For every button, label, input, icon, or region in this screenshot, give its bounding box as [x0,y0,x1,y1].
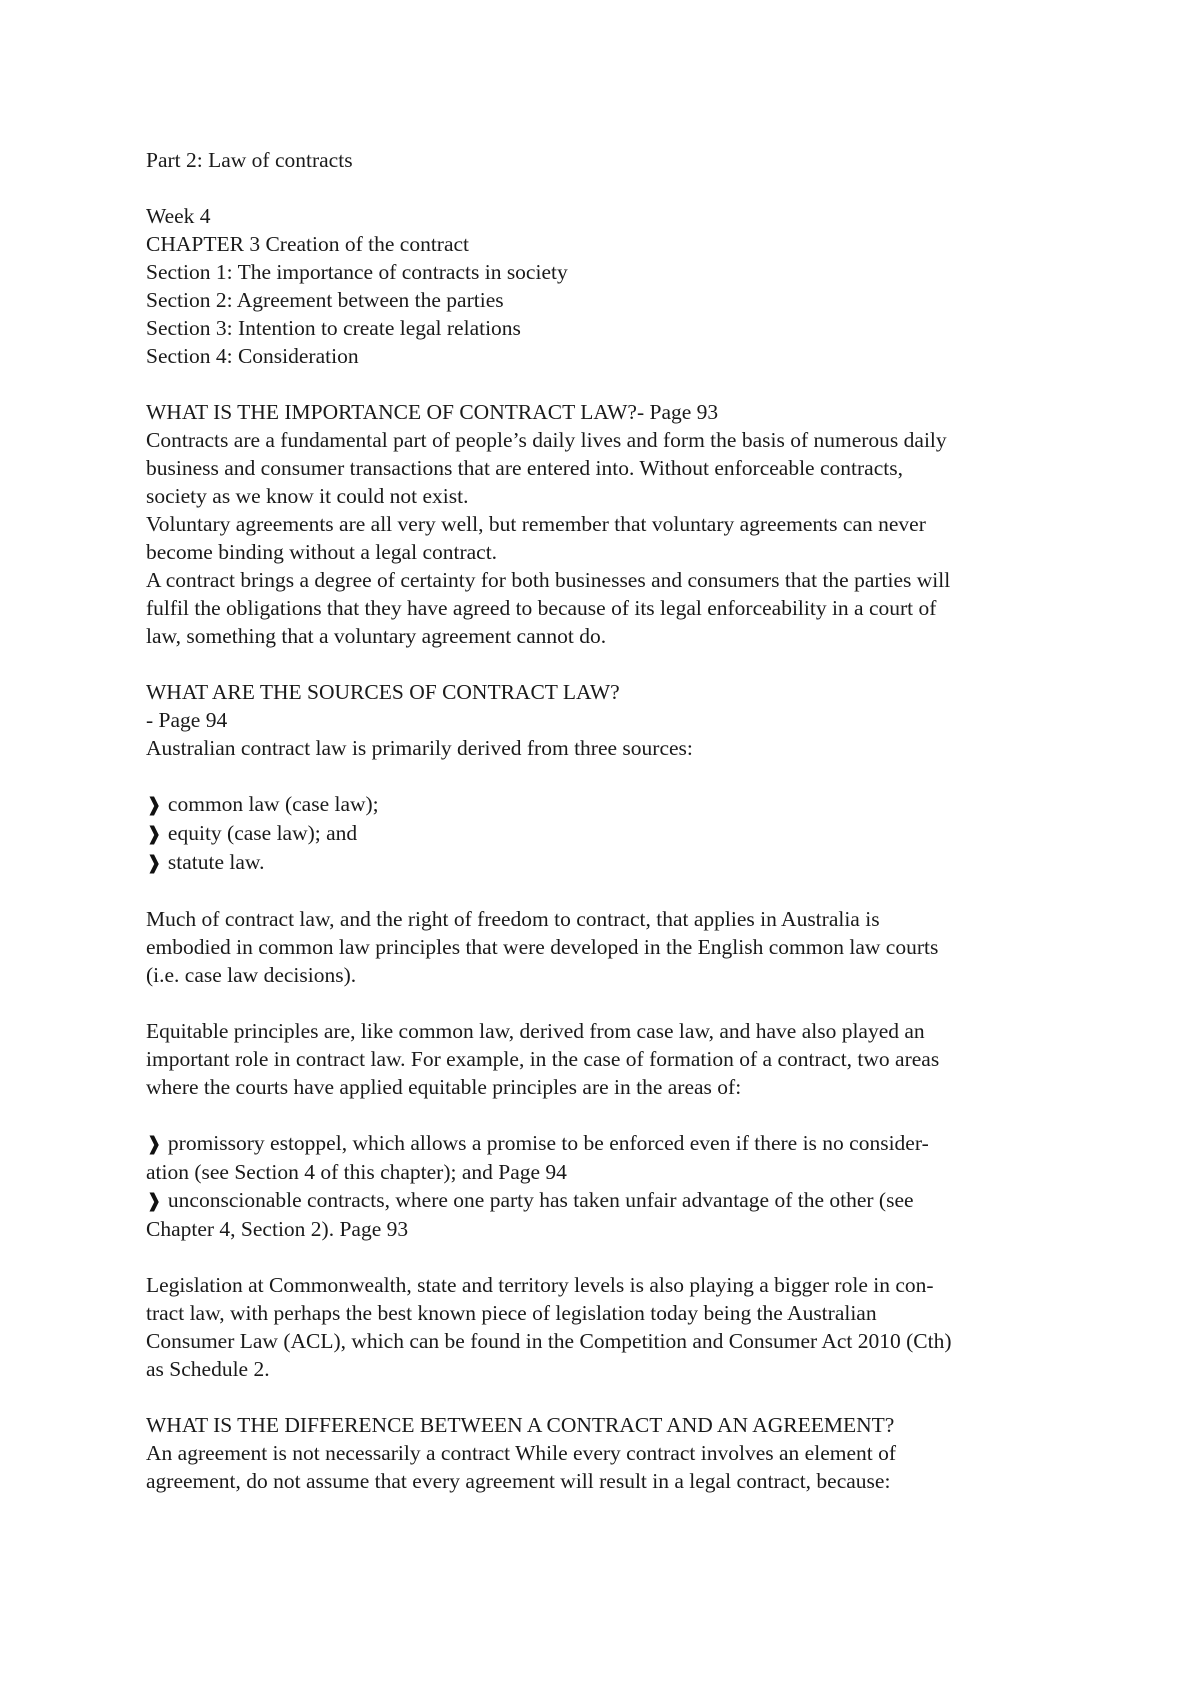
spacer [146,762,1086,790]
spacer [146,1243,1086,1271]
list-item [146,1186,1086,1215]
bullet-chevron-icon: ❱ [146,1190,162,1212]
spacer [146,370,1086,398]
importance-line: law, something that a voluntary agreement cannot do. [146,624,607,648]
spacer [146,877,1086,905]
importance-line: A contract brings a degree of certainty for both businesses and consumers that the parties will [146,568,951,592]
list-item [146,1129,1086,1158]
week-label: Week 4 [146,204,211,228]
list-item-continuation: ation (see Section 4 of this chapter); and Page 94 [146,1160,567,1184]
list-item-text: promissory estoppel, which allows a promise to be enforced even if there is no consider- [167,1131,929,1155]
difference-heading: WHAT IS THE DIFFERENCE BETWEEN A CONTRACT AND AN AGREEMENT? [146,1413,895,1437]
importance-line: fulfil the obligations that they have agreed to because of its legal enforceability in a court of [146,596,937,620]
common-law-line: (i.e. case law decisions). [146,963,357,987]
spacer [146,650,1086,678]
difference-line: An agreement is not necessarily a contract While every contract involves an element of [146,1441,897,1465]
common-law-line: Much of contract law, and the right of freedom to contract, that applies in Australia is [146,907,880,931]
bullet-chevron-icon: ❱ [146,852,162,874]
importance-heading: WHAT IS THE IMPORTANCE OF CONTRACT LAW?- Page 93 [146,400,719,424]
importance-line: society as we know it could not exist. [146,484,469,508]
importance-line: Voluntary agreements are all very well, but remember that voluntary agreements can never [146,512,926,536]
legislation-line: Legislation at Commonwealth, state and territory levels is also playing a bigger role in con- [146,1273,934,1297]
section-item: Section 4: Consideration [146,344,359,368]
list-item-text: unconscionable contracts, where one party has taken unfair advantage of the other (see [167,1188,914,1212]
bullet-chevron-icon: ❱ [146,1133,162,1155]
importance-line: Contracts are a fundamental part of people’s daily lives and form the basis of numerous daily [146,428,947,452]
legislation-line: tract law, with perhaps the best known piece of legislation today being the Australian [146,1301,877,1325]
spacer [146,1383,1086,1411]
difference-line: agreement, do not assume that every agreement will result in a legal contract, because: [146,1469,891,1493]
chapter-heading: CHAPTER 3 Creation of the contract [146,232,470,256]
spacer [146,1101,1086,1129]
document-title: Part 2: Law of contracts [146,148,353,172]
list-item [146,790,1086,819]
list-item-text: common law (case law); [167,792,379,816]
section-item: Section 3: Intention to create legal relations [146,316,521,340]
section-item: Section 1: The importance of contracts in society [146,260,568,284]
document-body [146,146,1086,1495]
bullet-chevron-icon: ❱ [146,823,162,845]
sources-page-ref: - Page 94 [146,708,228,732]
equity-line: where the courts have applied equitable principles are in the areas of: [146,1075,742,1099]
equity-line: Equitable principles are, like common law, derived from case law, and have also played an [146,1019,925,1043]
sources-heading: WHAT ARE THE SOURCES OF CONTRACT LAW? [146,680,620,704]
list-item-continuation: Chapter 4, Section 2). Page 93 [146,1217,409,1241]
spacer [146,174,1086,202]
bullet-chevron-icon: ❱ [146,794,162,816]
importance-line: business and consumer transactions that are entered into. Without enforceable contracts, [146,456,903,480]
spacer [146,989,1086,1017]
sources-intro: Australian contract law is primarily derived from three sources: [146,736,693,760]
equity-line: important role in contract law. For example, in the case of formation of a contract, two areas [146,1047,940,1071]
common-law-line: embodied in common law principles that were developed in the English common law courts [146,935,939,959]
list-item [146,819,1086,848]
legislation-line: as Schedule 2. [146,1357,270,1381]
importance-line: become binding without a legal contract. [146,540,498,564]
list-item-text: statute law. [167,850,265,874]
legislation-line: Consumer Law (ACL), which can be found in the Competition and Consumer Act 2010 (Cth) [146,1329,952,1353]
list-item-text: equity (case law); and [167,821,358,845]
section-item: Section 2: Agreement between the parties [146,288,504,312]
list-item [146,848,1086,877]
